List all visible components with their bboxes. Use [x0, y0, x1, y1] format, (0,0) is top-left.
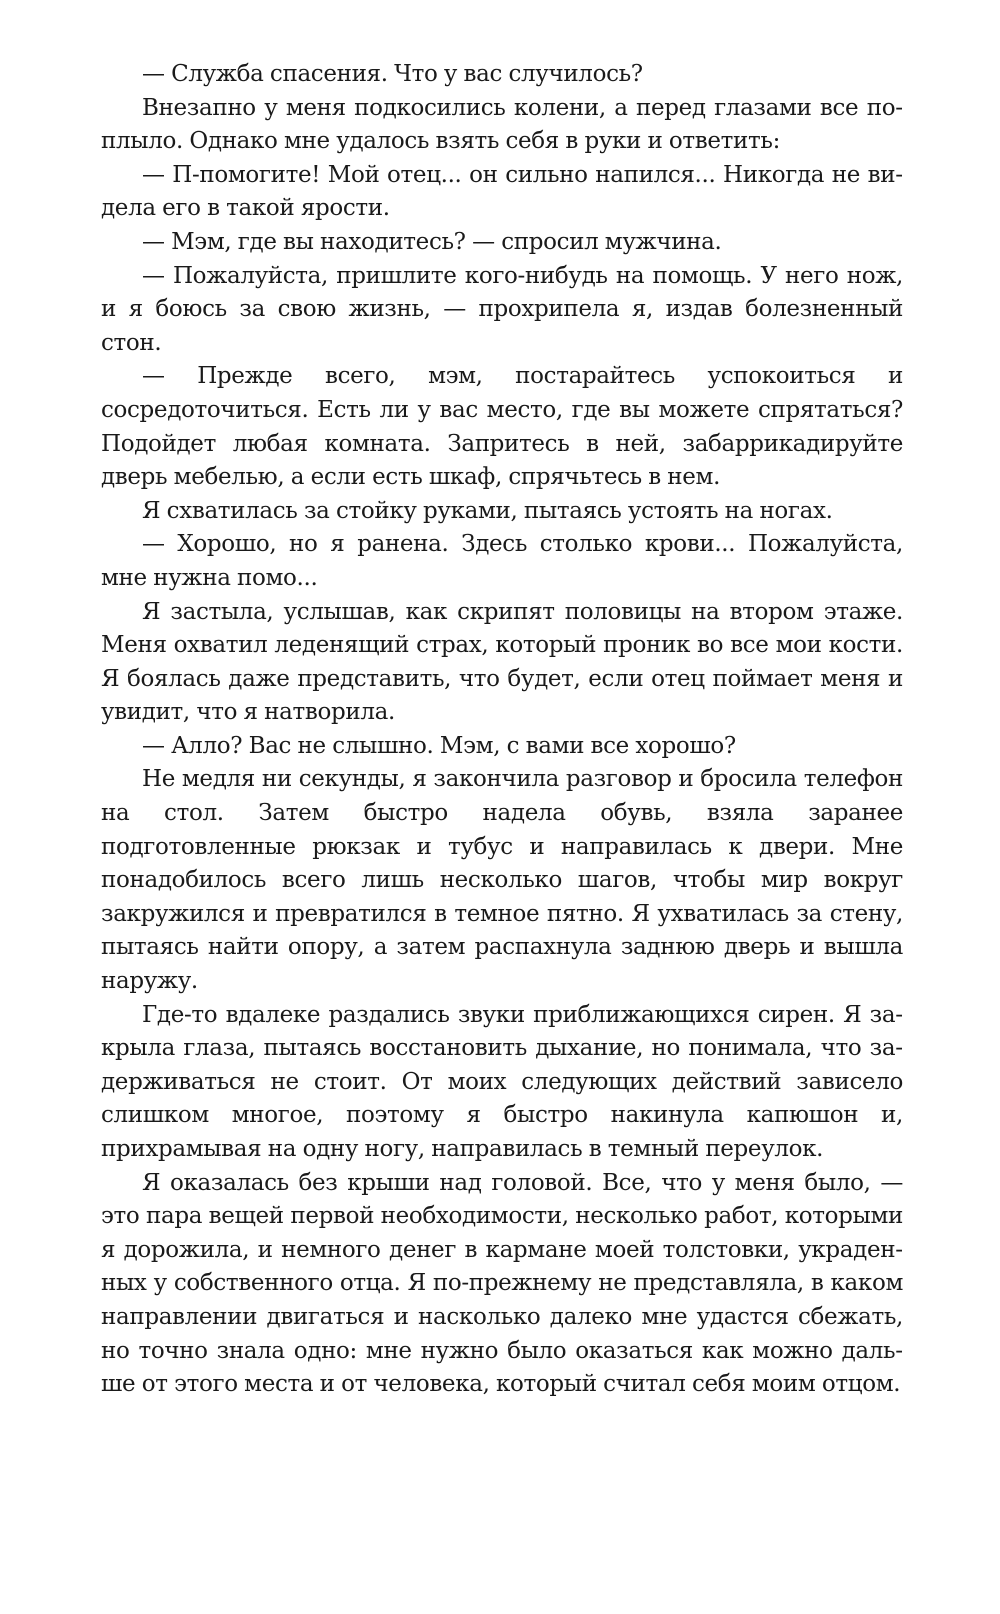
- paragraph-4: — Мэм, где вы находитесь? — спросил мужчина.: [142, 228, 722, 255]
- paragraph-5: — Пожалуйста, пришлите кого-нибудь на помощь. У него нож, и я боюсь за свою жизнь, — прохрипела я, издав болезненный стон.: [101, 262, 903, 356]
- paragraph-8: — Хорошо, но я ранена. Здесь столько крови... Пожалуйста, мне нужна помо...: [101, 531, 903, 591]
- paragraph-11: Не медля ни секунды, я закончила разговор и бросила телефон на стол. Затем быстро надела обувь, взяла заранее подготовленные рюкзак и тубус и направилась к двери. Мне понадобилось всего лишь несколько шагов, чтобы мир вокруг закружился и превратился в темное пятно. Я ухватилась за стену, пытаясь найти опору, а затем распахнула заднюю дверь и вышла наружу.: [101, 766, 903, 995]
- paragraph-7: Я схватилась за стойку руками, пытаясь устоять на ногах.: [142, 497, 833, 524]
- paragraph-2: Внезапно у меня подкосились колени, а перед глазами все поплыло. Однако мне удалось взять себя в руки и ответить:: [101, 94, 903, 155]
- paragraph-9: Я застыла, услышав, как скрипят половицы на втором этаже. Меня охватил леденящий страх, который проник во все мои кости. Я боялась даже представить, что будет, если отец поймает меня и увидит, что я натворила.: [101, 598, 903, 726]
- paragraph-3: — П-помогите! Мой отец... он сильно напился... Никогда не видела его в такой ярости.: [101, 161, 903, 222]
- paragraph-6: — Прежде всего, мэм, постарайтесь успокоиться и сосредоточиться. Есть ли у вас место, где вы можете спрятаться? Подойдет любая комната. Запритесь в ней, забаррикадируйте дверь мебелью, а если есть шкаф, спрячьтесь в нем.: [101, 363, 903, 491]
- book-page-text: [101, 58, 903, 1402]
- paragraph-12: Где-то вдалеке раздались звуки приближающихся сирен. Я закрыла глаза, пытаясь восстановить дыхание, но понимала, что задерживаться не стоит. От моих следующих действий зависело слишком многое, поэтому я быстро накинула капюшон и, прихрамывая на одну ногу, направилась в темный переулок.: [101, 1001, 903, 1162]
- paragraph-10: — Алло? Вас не слышно. Мэм, с вами все хорошо?: [142, 732, 736, 759]
- paragraph-1: — Служба спасения. Что у вас случилось?: [142, 61, 643, 87]
- paragraph-13: Я оказалась без крыши над головой. Все, что у меня было, — это пара вещей первой необходимости, несколько работ, которыми я дорожила, и немного денег в кармане моей толстовки, украденных у собственного отца. Я по-прежнему не представляла, в каком направлении двигаться и насколько далеко мне удастся сбежать, но точно знала одно: мне нужно было оказаться как можно дальше от этого места и от человека, который считал себя моим отцом.: [101, 1169, 903, 1398]
